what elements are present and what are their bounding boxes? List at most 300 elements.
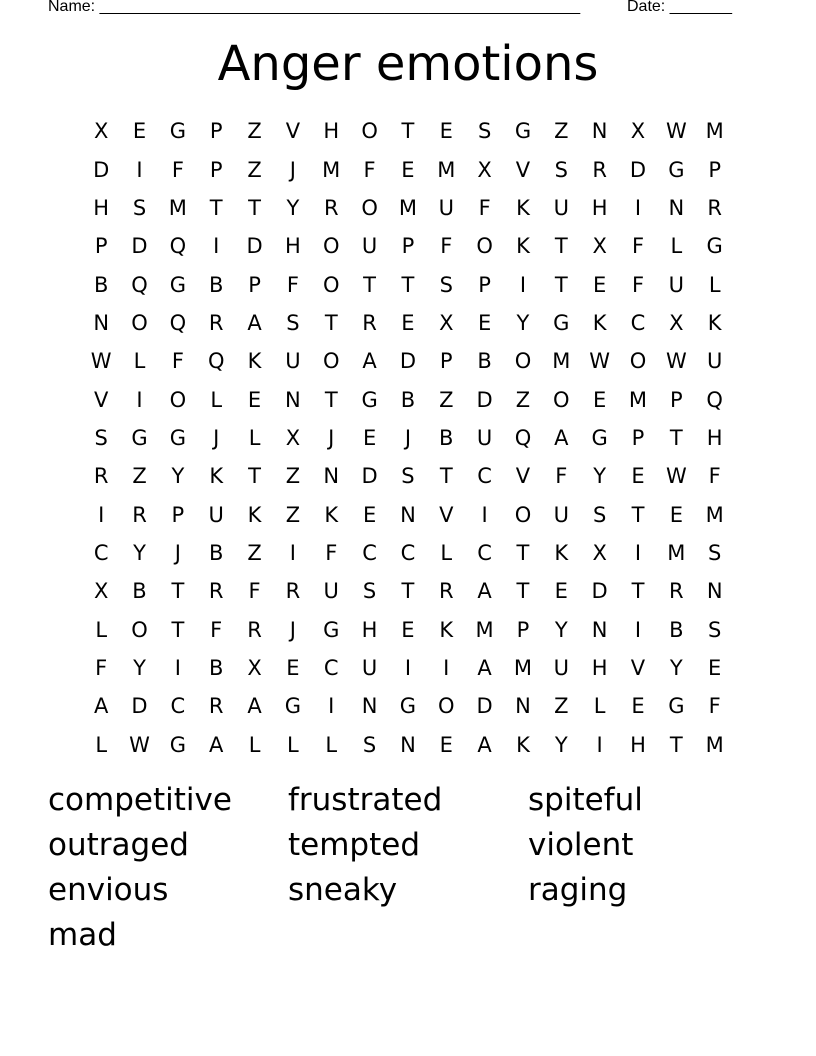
grid-letter: W [129, 732, 150, 757]
grid-letter: Q [131, 272, 148, 297]
grid-row [82, 304, 734, 342]
grid-letter: M [437, 157, 456, 182]
grid-letter: R [323, 195, 339, 220]
grid-letter: H [284, 234, 301, 259]
grid-letter: G [169, 732, 186, 757]
grid-letter: M [475, 617, 494, 642]
grid-letter: T [324, 310, 338, 335]
grid-letter: F [708, 694, 721, 719]
grid-letter: O [361, 195, 378, 220]
grid-letter: N [361, 694, 378, 719]
grid-letter: E [401, 157, 415, 182]
grid-letter: R [285, 579, 301, 604]
grid-letter: L [210, 387, 223, 412]
grid-letter: F [440, 234, 453, 259]
grid-letter: E [362, 502, 377, 527]
grid-letter: E [593, 387, 607, 412]
grid-letter: K [516, 195, 530, 220]
grid-letter: F [171, 349, 184, 374]
grid-letter: G [668, 694, 685, 719]
grid-letter: T [631, 502, 645, 527]
grid-letter: U [361, 655, 378, 680]
word-list-item: sneaky [288, 872, 398, 908]
grid-letter: U [553, 502, 569, 527]
grid-letter: D [131, 694, 148, 719]
grid-letter: L [325, 732, 338, 757]
grid-letter: P [478, 272, 491, 297]
grid-letter: T [669, 425, 683, 450]
grid-letter: Y [133, 540, 146, 565]
grid-letter: H [591, 655, 608, 680]
grid-row [82, 457, 734, 495]
grid-letter: X [439, 310, 454, 335]
grid-letter: Q [207, 349, 225, 374]
grid-letter: B [208, 540, 224, 565]
grid-letter: M [398, 195, 417, 220]
word-list-item: raging [528, 872, 628, 908]
grid-letter: Y [554, 732, 568, 757]
grid-letter: T [631, 579, 645, 604]
grid-letter: O [131, 310, 148, 335]
word-list-item: envious [48, 872, 169, 908]
grid-row [82, 112, 734, 150]
grid-letter: M [628, 387, 648, 412]
grid-letter: H [706, 425, 723, 450]
grid-letter: S [708, 540, 722, 565]
grid-letter: E [593, 272, 607, 297]
grid-letter: P [708, 157, 721, 182]
grid-letter: G [668, 157, 685, 182]
grid-letter: S [286, 310, 300, 335]
grid-letter: U [706, 349, 723, 374]
grid-letter: N [591, 119, 608, 144]
grid-letter: I [98, 502, 105, 527]
grid-letter: X [592, 540, 607, 565]
grid-letter: G [323, 617, 340, 642]
grid-letter: B [208, 655, 224, 680]
grid-letter: M [705, 502, 724, 527]
grid-letter: P [248, 272, 261, 297]
grid-letter: B [669, 617, 684, 642]
grid-letter: G [169, 425, 186, 450]
grid-letter: A [247, 310, 262, 335]
grid-letter: S [401, 464, 415, 489]
grid-letter: C [400, 540, 416, 565]
grid-letter: I [213, 234, 220, 259]
grid-letter: O [553, 387, 570, 412]
grid-letter: K [554, 540, 569, 565]
grid-letter: T [516, 540, 530, 565]
grid-letter: N [400, 732, 416, 757]
grid-letter: U [361, 234, 378, 259]
grid-letter: Y [171, 464, 185, 489]
grid-letter: R [93, 464, 109, 489]
grid-letter: O [514, 349, 532, 374]
grid-letter: X [93, 119, 109, 144]
grid-letter: B [400, 387, 416, 412]
grid-letter: P [439, 349, 453, 374]
grid-letter: Q [169, 234, 187, 259]
page-title: Anger emotions [217, 36, 599, 92]
grid-letter: G [553, 310, 570, 335]
grid-letter: U [285, 349, 301, 374]
grid-letter: U [553, 655, 569, 680]
grid-letter: S [592, 502, 607, 527]
grid-letter: U [668, 272, 685, 297]
grid-letter: E [708, 655, 722, 680]
grid-letter: Q [514, 425, 532, 450]
grid-letter: O [322, 272, 340, 297]
grid-letter: X [477, 157, 492, 182]
grid-letter: F [631, 272, 645, 297]
grid-letter: C [323, 655, 339, 680]
grid-letter: Y [669, 655, 683, 680]
grid-letter: B [93, 272, 109, 297]
grid-letter: E [631, 464, 645, 489]
grid-letter: M [552, 349, 571, 374]
grid-letter: H [323, 119, 340, 144]
grid-letter: Z [439, 387, 454, 412]
grid-letter: P [516, 617, 530, 642]
grid-letter: K [516, 234, 530, 259]
grid-letter: A [93, 694, 109, 719]
grid-letter: E [631, 694, 645, 719]
grid-letter: B [132, 579, 147, 604]
grid-letter: P [171, 502, 185, 527]
grid-letter: F [286, 272, 299, 297]
grid-letter: T [554, 272, 568, 297]
grid-letter: A [247, 694, 262, 719]
word-list [48, 778, 768, 958]
grid-letter: F [210, 617, 223, 642]
grid-letter: U [438, 195, 454, 220]
grid-letter: C [477, 464, 492, 489]
grid-letter: E [439, 732, 453, 757]
grid-letter: N [668, 195, 685, 220]
grid-row [82, 572, 734, 610]
grid-letter: W [589, 349, 611, 374]
grid-letter: G [284, 694, 302, 719]
grid-letter: N [706, 579, 723, 604]
grid-letter: Z [554, 694, 569, 719]
grid-letter: O [629, 349, 647, 374]
grid-letter: U [323, 579, 339, 604]
grid-letter: T [554, 234, 568, 259]
grid-letter: C [170, 694, 186, 719]
grid-letter: Z [247, 119, 262, 144]
grid-letter: F [171, 157, 184, 182]
grid-letter: R [362, 310, 377, 335]
grid-letter: X [247, 655, 262, 680]
grid-row [82, 380, 734, 418]
grid-letter: O [131, 617, 148, 642]
grid-letter: Z [285, 502, 301, 527]
grid-row [82, 227, 734, 265]
grid-letter: W [665, 349, 687, 374]
grid-letter: X [630, 119, 646, 144]
grid-letter: F [708, 464, 721, 489]
grid-letter: N [93, 310, 110, 335]
grid-letter: L [708, 272, 721, 297]
grid-letter: E [247, 387, 262, 412]
grid-row [82, 610, 734, 648]
grid-letter: K [324, 502, 339, 527]
grid-letter: L [440, 540, 453, 565]
grid-letter: G [706, 234, 723, 259]
grid-letter: N [400, 502, 416, 527]
grid-letter: A [477, 579, 492, 604]
grid-letter: O [169, 387, 187, 412]
grid-letter: I [136, 387, 143, 412]
grid-letter: L [670, 234, 683, 259]
grid-letter: I [481, 502, 488, 527]
grid-letter: D [93, 157, 110, 182]
grid-letter: D [131, 234, 148, 259]
grid-letter: K [592, 310, 607, 335]
grid-letter: N [515, 694, 531, 719]
grid-letter: K [707, 310, 722, 335]
grid-letter: E [439, 119, 453, 144]
grid-letter: V [285, 119, 301, 144]
grid-letter: E [554, 579, 568, 604]
grid-letter: I [634, 617, 642, 642]
grid-row [82, 534, 734, 572]
grid-letter: Y [286, 195, 300, 220]
grid-letter: D [629, 157, 647, 182]
grid-row [82, 265, 734, 303]
grid-letter: L [95, 732, 108, 757]
grid-letter: D [591, 579, 608, 604]
grid-letter: F [478, 195, 491, 220]
grid-letter: E [669, 502, 683, 527]
grid-letter: P [209, 157, 223, 182]
grid-letter: H [630, 732, 646, 757]
grid-letter: P [94, 234, 108, 259]
grid-letter: R [208, 310, 224, 335]
grid-letter: K [247, 502, 262, 527]
grid-letter: J [289, 157, 296, 182]
grid-letter: Z [515, 387, 531, 412]
grid-letter: I [634, 195, 642, 220]
grid-letter: G [399, 694, 417, 719]
grid-letter: J [328, 425, 335, 450]
grid-letter: A [477, 732, 492, 757]
word-list-item: outraged [48, 827, 189, 863]
grid-letter: T [401, 119, 415, 144]
grid-letter: V [439, 502, 454, 527]
grid-letter: W [665, 464, 687, 489]
grid-letter: Z [247, 540, 262, 565]
grid-letter: Y [554, 617, 568, 642]
grid-letter: G [131, 425, 148, 450]
grid-letter: K [516, 732, 530, 757]
grid-letter: O [476, 234, 493, 259]
grid-letter: I [634, 540, 642, 565]
grid-letter: D [399, 349, 416, 374]
grid-letter: S [132, 195, 147, 220]
grid-letter: F [363, 157, 376, 182]
date-field: Date: _______ [627, 0, 732, 15]
grid-letter: F [631, 234, 645, 259]
letter-grid [82, 112, 734, 764]
grid-row [82, 687, 734, 725]
name-field: Name: ______________________________________________________ [48, 0, 581, 15]
grid-letter: M [322, 157, 341, 182]
grid-letter: G [169, 119, 186, 144]
grid-letter: S [439, 272, 453, 297]
grid-letter: A [477, 655, 492, 680]
grid-letter: M [168, 195, 187, 220]
word-list-item: frustrated [288, 782, 443, 818]
grid-letter: P [669, 387, 683, 412]
grid-letter: L [248, 425, 261, 450]
grid-letter: E [132, 119, 147, 144]
grid-letter: V [515, 157, 531, 182]
grid-letter: S [94, 425, 108, 450]
grid-letter: R [132, 502, 147, 527]
grid-letter: X [669, 310, 684, 335]
grid-letter: U [208, 502, 224, 527]
grid-letter: T [248, 464, 261, 489]
grid-letter: I [289, 540, 296, 565]
word-list-item: violent [528, 827, 634, 863]
grid-letter: R [247, 617, 262, 642]
grid-letter: D [476, 694, 493, 719]
grid-letter: L [95, 617, 108, 642]
grid-letter: G [514, 119, 532, 144]
grid-letter: M [705, 732, 724, 757]
grid-letter: C [477, 540, 492, 565]
grid-letter: E [286, 655, 300, 680]
grid-letter: P [401, 234, 415, 259]
word-list-item: mad [48, 917, 117, 953]
grid-letter: T [171, 617, 185, 642]
grid-letter: F [95, 655, 108, 680]
grid-letter: Z [285, 464, 301, 489]
grid-letter: W [665, 119, 687, 144]
grid-letter: Z [132, 464, 147, 489]
grid-letter: U [476, 425, 493, 450]
grid-letter: R [208, 694, 224, 719]
grid-letter: F [248, 579, 261, 604]
grid-letter: I [328, 694, 335, 719]
grid-letter: J [289, 617, 296, 642]
grid-letter: D [361, 464, 378, 489]
grid-letter: D [476, 387, 493, 412]
grid-letter: I [443, 655, 450, 680]
grid-letter: Z [554, 119, 569, 144]
grid-letter: O [514, 502, 532, 527]
grid-letter: G [361, 387, 378, 412]
grid-letter: P [209, 119, 223, 144]
grid-letter: Y [593, 464, 607, 489]
grid-letter: N [285, 387, 301, 412]
grid-letter: I [174, 655, 181, 680]
grid-letter: R [669, 579, 684, 604]
grid-row [82, 649, 734, 687]
grid-letter: B [439, 425, 454, 450]
grid-letter: S [362, 732, 377, 757]
grid-letter: Z [247, 157, 262, 182]
grid-row [82, 342, 734, 380]
grid-letter: T [516, 579, 530, 604]
grid-letter: I [519, 272, 527, 297]
grid-letter: J [174, 540, 181, 565]
grid-letter: U [553, 195, 569, 220]
grid-letter: O [361, 119, 378, 144]
grid-letter: N [323, 464, 340, 489]
word-list-item: tempted [288, 827, 421, 863]
grid-letter: C [630, 310, 646, 335]
grid-letter: H [591, 195, 608, 220]
grid-letter: T [439, 464, 453, 489]
grid-letter: Q [169, 310, 187, 335]
grid-letter: X [93, 579, 109, 604]
grid-letter: O [438, 694, 455, 719]
grid-letter: X [592, 234, 607, 259]
grid-letter: J [404, 425, 412, 450]
grid-letter: G [169, 272, 186, 297]
grid-letter: Y [133, 655, 146, 680]
grid-letter: A [209, 732, 224, 757]
grid-letter: P [631, 425, 645, 450]
grid-letter: C [362, 540, 377, 565]
grid-letter: M [667, 540, 686, 565]
grid-letter: R [707, 195, 722, 220]
grid-letter: E [401, 617, 415, 642]
grid-letter: L [593, 694, 606, 719]
grid-letter: V [515, 464, 531, 489]
grid-letter: J [213, 425, 220, 450]
grid-letter: R [592, 157, 607, 182]
grid-letter: O [322, 234, 340, 259]
grid-letter: L [248, 732, 261, 757]
word-list-item: competitive [48, 782, 232, 818]
grid-letter: D [246, 234, 263, 259]
grid-letter: Y [516, 310, 530, 335]
grid-letter: L [133, 349, 146, 374]
grid-letter: H [361, 617, 378, 642]
grid-letter: E [401, 310, 415, 335]
grid-letter: K [247, 349, 262, 374]
grid-letter: F [555, 464, 568, 489]
grid-letter: T [248, 195, 261, 220]
word-list-item: spiteful [528, 782, 643, 818]
grid-letter: G [591, 425, 608, 450]
grid-letter: S [554, 157, 568, 182]
grid-letter: I [404, 655, 412, 680]
grid-letter: C [93, 540, 109, 565]
grid-letter: B [208, 272, 224, 297]
grid-letter: T [669, 732, 683, 757]
grid-letter: S [708, 617, 722, 642]
grid-letter: N [591, 617, 608, 642]
grid-letter: M [513, 655, 533, 680]
grid-letter: A [362, 349, 377, 374]
grid-letter: X [285, 425, 301, 450]
grid-letter: T [401, 579, 415, 604]
grid-letter: E [362, 425, 377, 450]
grid-letter: I [596, 732, 603, 757]
grid-row [82, 419, 734, 457]
grid-letter: Q [706, 387, 723, 412]
grid-letter: F [325, 540, 338, 565]
grid-letter: K [209, 464, 224, 489]
grid-letter: K [439, 617, 454, 642]
grid-letter: I [136, 157, 143, 182]
grid-letter: T [209, 195, 223, 220]
grid-row [82, 726, 734, 764]
